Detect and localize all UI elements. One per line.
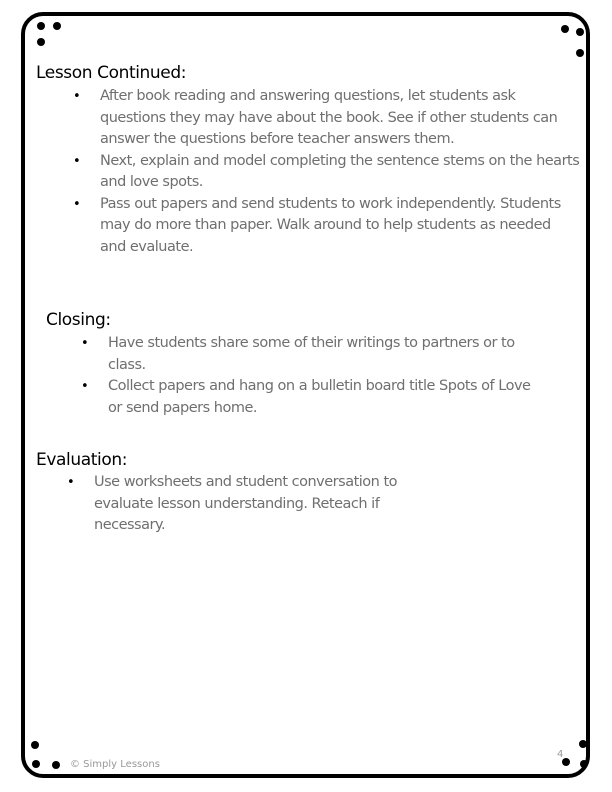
- list-item: • Use worksheets and student conversation to evaluate lesson understanding. Reteach if necessary.: [94, 472, 439, 537]
- page-number: 4: [557, 749, 564, 760]
- copyright-text: © Simply Lessons: [70, 759, 160, 770]
- list-item: • Have students share some of their writings to partners or to class.: [108, 333, 543, 376]
- corner-dot-decoration: [32, 760, 40, 768]
- corner-dot-decoration: [53, 22, 61, 30]
- corner-dot-decoration: [37, 38, 45, 46]
- section-heading-lesson-continued: Lesson Continued:: [36, 63, 187, 83]
- section-heading-closing: Closing:: [46, 310, 111, 330]
- closing-list: [108, 333, 543, 419]
- list-item: • After book reading and answering questions, let students ask questions they may have about the book. See if other students can answer the questions before teacher answers them.: [100, 86, 580, 151]
- corner-dot-decoration: [52, 761, 60, 769]
- lesson-continued-list: [100, 86, 580, 258]
- corner-dot-decoration: [579, 740, 587, 748]
- corner-dot-decoration: [31, 741, 39, 749]
- list-item: • Pass out papers and send students to work independently. Students may do more than paper. Walk around to help students as needed and evaluate.: [100, 194, 580, 259]
- corner-dot-decoration: [37, 22, 45, 30]
- evaluation-list: [94, 472, 439, 537]
- list-item: • Collect papers and hang on a bulletin board title Spots of Love or send papers home.: [108, 376, 543, 419]
- section-heading-evaluation: Evaluation:: [36, 450, 128, 470]
- corner-dot-decoration: [580, 760, 588, 768]
- list-item: • Next, explain and model completing the sentence stems on the hearts and love spots.: [100, 151, 580, 194]
- corner-dot-decoration: [576, 28, 584, 36]
- corner-dot-decoration: [561, 25, 569, 33]
- corner-dot-decoration: [576, 49, 584, 57]
